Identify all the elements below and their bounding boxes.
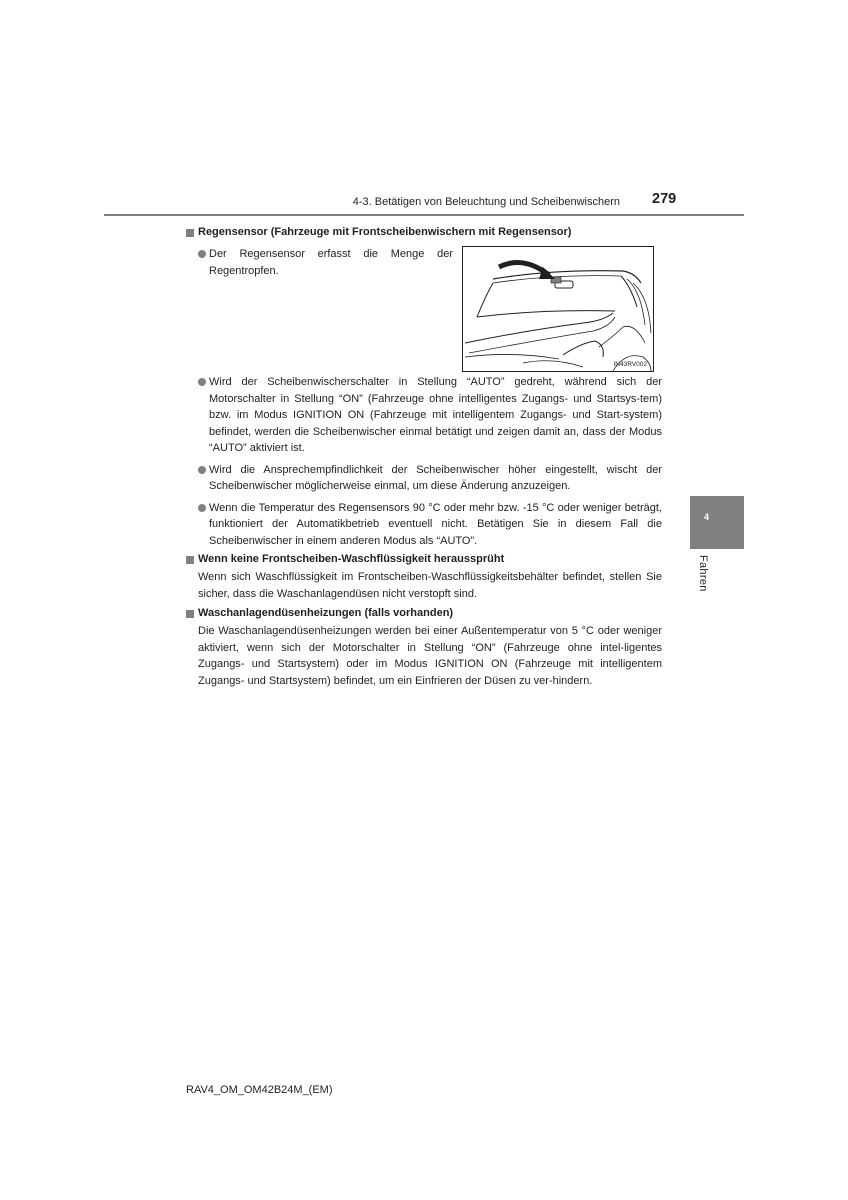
square-bullet-icon — [186, 556, 194, 564]
list-item — [186, 462, 662, 495]
section-heading — [186, 225, 662, 240]
circle-bullet-icon — [198, 504, 206, 512]
section-heading-text: Wenn keine Frontscheiben-Waschflüssigkeit heraussprüht — [198, 553, 505, 565]
header-divider — [104, 214, 744, 216]
main-content — [186, 224, 662, 689]
list-item-text: Wenn die Temperatur des Regensensors 90 °C oder mehr bzw. -15 °C oder weniger beträgt, funktioniert der Automatikbetrieb eventuell nicht. Betätigen Sie in diesem Fall die Scheibenwischer in einem anderen Modus als “AUTO”. — [209, 501, 662, 547]
figure-code: IN43RV002 — [613, 361, 647, 368]
list-item-text: Wird der Scheibenwischerschalter in Stellung “AUTO” gedreht, während sich der Motorschalter in Stellung “ON” (Fahrzeuge ohne intelligentes Zugangs- und Startsys-tem) bzw. im Modus IGNITION ON (Fahrzeuge mit intelligentem Zugangs- und Start-system) befindet, werden die Scheibenwischer einmal betätigt und zeigen damit an, dass der Modus “AUTO” aktiviert ist. — [209, 376, 662, 454]
circle-bullet-icon — [198, 378, 206, 386]
section-heading — [186, 606, 662, 621]
circle-bullet-icon — [198, 250, 206, 258]
chapter-tab-label: Fahren — [697, 555, 709, 592]
list-item-text: Der Regensensor erfasst die Menge der Regentropfen. — [209, 248, 453, 277]
running-header-section-title: 4-3. Betätigen von Beleuchtung und Scheibenwischern — [352, 196, 620, 208]
footer-document-code: RAV4_OM_OM42B24M_(EM) — [186, 1084, 333, 1096]
section-heading-text: Regensensor (Fahrzeuge mit Frontscheibenwischern mit Regensensor) — [198, 226, 572, 238]
list-item — [186, 246, 453, 279]
list-item — [186, 374, 662, 457]
section-heading-text: Waschanlagendüsenheizungen (falls vorhanden) — [198, 607, 454, 619]
list-item — [186, 500, 662, 550]
section-paragraph: Die Waschanlagendüsenheizungen werden bei einer Außentemperatur von 5 °C oder weniger aktiviert, wenn sich der Motorschalter in Stellung “ON” (Fahrzeuge ohne intel-ligentes Zugangs- und Startsystem) oder im Modus IGNITION ON (Fahrzeuge mit intelligentem Zugangs- und Startsystem) befindet, um ein Einfrieren der Düsen zu ver-hindern. — [198, 625, 662, 687]
page-number: 279 — [652, 191, 677, 207]
list-item-text: Wird die Ansprechempfindlichkeit der Scheibenwischer höher eingestellt, wischt der Scheibenwischer möglicherweise einmal, um diese Änderung anzuzeigen. — [209, 463, 662, 492]
circle-bullet-icon — [198, 466, 206, 474]
section-heading — [186, 552, 662, 567]
square-bullet-icon — [186, 229, 194, 237]
chapter-tab-number: 4 — [704, 512, 710, 522]
square-bullet-icon — [186, 610, 194, 618]
chapter-tab — [690, 496, 744, 549]
section-paragraph: Wenn sich Waschflüssigkeit im Frontscheiben-Waschflüssigkeitsbehälter befindet, stellen Sie sicher, dass die Waschanlagendüsen nicht verstopft sind. — [198, 571, 662, 600]
